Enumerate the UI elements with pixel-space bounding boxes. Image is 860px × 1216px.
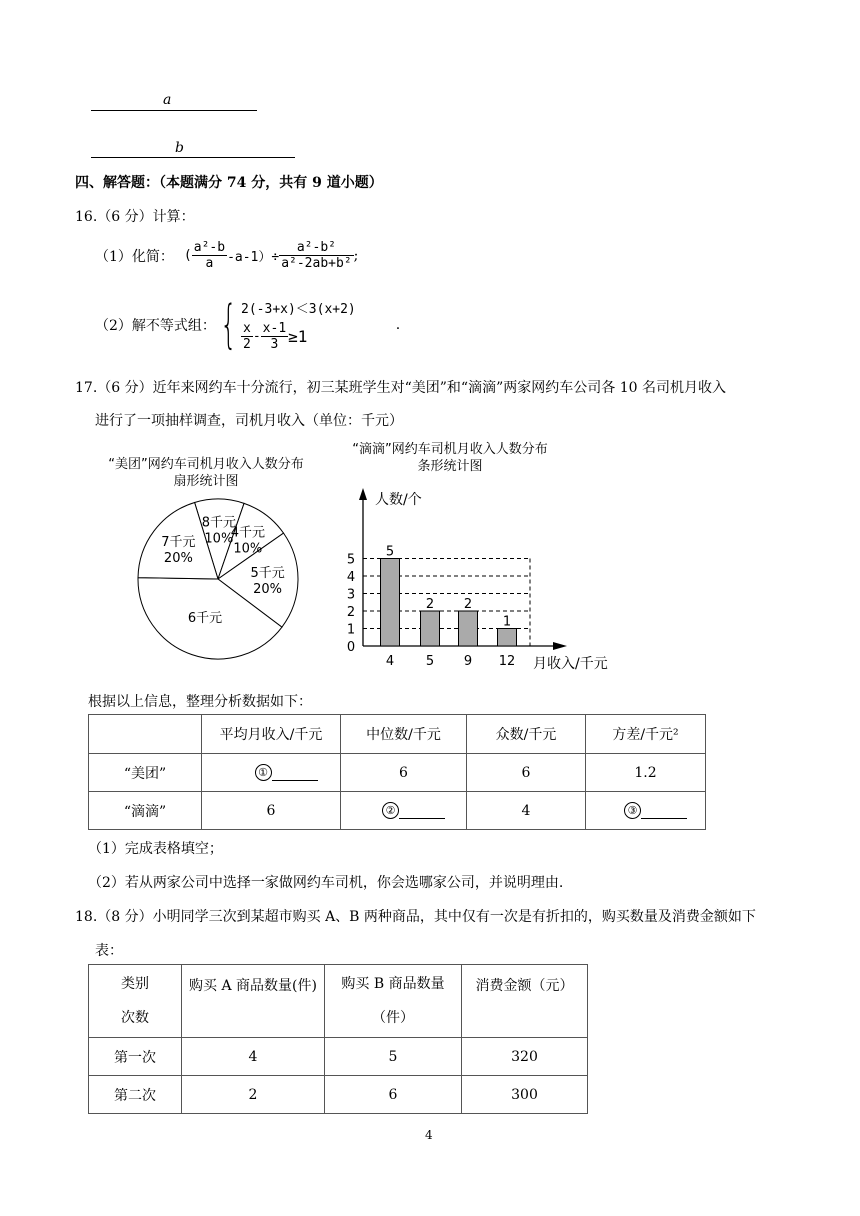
bar-category-4: 4 [385,654,395,669]
q17-th-mode: 众数/千元 [467,715,586,754]
pie-title-line1: “美团”网约车司机月收入人数分布 [108,457,304,472]
q18-r1-a: 4 [182,1038,325,1076]
q18-r2-b: 6 [325,1076,462,1114]
x-axis-arrow-icon [553,642,567,650]
q18-th-class: 类别 [121,976,149,992]
q18-table [88,964,588,1114]
bar-category-12: 12 [498,654,516,669]
q16-p2-frac-num: x-1 [262,321,287,336]
pie-label-1: 4千元 [230,525,265,541]
q17-didi-variance [586,792,706,830]
segment-b-label: b [175,140,184,156]
q17-row-meituan [89,754,706,792]
q16-p1-den2: a²-2ab+b² [281,256,352,271]
q17-meituan-median: 6 [341,754,467,792]
q17-th-variance: 方差/千元² [586,715,706,754]
answer-blank-1[interactable] [272,766,318,781]
q17-th-0 [89,715,202,754]
pie-label-2: 5千元 [250,565,285,581]
brace-icon: { [220,295,237,355]
q16-p1-num1: a²-b [193,240,226,255]
q16-p1-end: ; [353,247,359,264]
pie-title [88,456,324,490]
blank-mark-3: ③ [624,802,641,819]
q16-p1-label: （1）化简： [95,248,174,265]
blank-mark-2: ② [382,802,399,819]
bar-value-9: 2 [463,597,473,612]
q17-th-mean: 平均月收入/千元 [202,715,341,754]
q16-p2-minus: - [252,329,261,344]
q17-stem-line2: 进行了一项抽样调查，司机月收入（单位：千元） [95,413,403,429]
q17-meituan-mode: 6 [467,754,586,792]
q18-th-b [325,965,462,1038]
q17-info-line: 根据以上信息，整理分析数据如下： [88,694,312,710]
q16-p2-label: （2）解不等式组： [95,318,216,334]
q16-p2-frac-x [241,321,253,352]
q17-sub2: （2）若从两家公司中选择一家做网约车司机，你会选哪家公司，并说明理由. [88,875,564,891]
pie-label-0: 8千元 [201,515,237,531]
q17-th-median: 中位数/千元 [341,715,467,754]
pie-percent-0: 10% [204,531,234,547]
q16-p2-frac2 [261,321,288,352]
paren-open: ( [183,248,192,263]
q16-p1-num2: a²-b² [279,240,353,256]
q17-meituan-mean [202,754,341,792]
q18-th-a: 购买 A 商品数量(件) [182,965,325,1038]
q16-stem: 16.（6 分）计算： [75,209,195,225]
q18-r1-cost: 320 [462,1038,588,1076]
q18-header-row [89,965,588,1038]
bar-ylabel: 人数/个 [375,492,422,508]
q17-didi-median [341,792,467,830]
q17-didi-mean: 6 [202,792,341,830]
q16-p1-frac2 [279,240,353,271]
q18-stem-line2: 表： [95,943,123,959]
q17-didi-name: “滴滴” [89,792,202,830]
bar-5 [421,611,440,646]
segment-b [91,157,295,158]
pie-label-3: 6千元 [187,610,223,626]
q16-part1 [95,240,358,271]
bar-value-4: 5 [385,544,395,560]
y-axis-arrow-icon [359,488,367,500]
bar-value-5: 2 [425,597,435,612]
q17-didi-mode: 4 [467,792,586,830]
q16-p2-ge: ≥1 [288,327,308,346]
q16-p1-den1: a [205,256,214,271]
bar-title-line1: “滴滴”网约车司机月收入人数分布 [352,442,548,457]
bar-chart [335,480,635,680]
bar-ytick-0: 0 [346,640,356,655]
q17-meituan-variance: 1.2 [586,754,706,792]
q16-part2 [95,295,401,355]
q17-sub1: （1）完成表格填空； [88,841,223,857]
q18-r1-name: 第一次 [89,1038,182,1076]
q18-row-2 [89,1076,588,1114]
bar-ytick-2: 2 [346,605,356,620]
q17-table [88,714,706,830]
bar-title [332,441,568,475]
bar-4 [381,559,400,647]
bar-12 [498,629,517,647]
q18-r2-name: 第二次 [89,1076,182,1114]
pie-title-line2: 扇形统计图 [173,474,239,489]
inequality-system [241,298,356,352]
q18-th-b2: （件） [372,1010,414,1026]
section-heading: 四、解答题：（本题满分 74 分，共有 9 道小题） [75,175,383,191]
q16-p2-line1: 2(-3+x)＜3(x+2) [241,302,356,317]
q17-stem-line1: 17.（6 分）近年来网约车十分流行，初三某班学生对“美团”和“滴滴”两家网约车公司各 10 名司机月收入 [75,380,726,396]
bar-value-12: 1 [502,614,512,630]
bar-ytick-5: 5 [346,552,356,568]
pie-percent-2: 20% [253,581,283,597]
q16-p1-tail: -a-1）÷ [227,250,280,265]
q18-stem-line1: 18.（8 分）小明同学三次到某超市购买 A、B 两种商品，其中仅有一次是有折扣的，购买数量及消费金额如下 [75,909,756,925]
bar-category-5: 5 [425,654,435,669]
q18-r1-b: 5 [325,1038,462,1076]
bar-ytick-3: 3 [346,587,356,603]
pie-percent-1: 10% [233,541,263,557]
q16-p2-x: x [243,321,251,336]
bar-title-line2: 条形统计图 [417,459,483,474]
q16-p2-frac-den: 3 [270,337,279,352]
bar-ytick-4: 4 [346,570,356,585]
bar-bars [381,559,517,647]
bar-category-9: 9 [463,654,473,669]
q17-row-didi [89,792,706,830]
q17-table-header-row [89,715,706,754]
bar-xlabel: 月收入/千元 [533,656,608,672]
q18-th-cost: 消费金额（元） [462,965,588,1038]
q18-th-times: 次数 [121,1010,149,1026]
q18-row-1 [89,1038,588,1076]
segment-a-label: a [163,92,172,108]
pie-chart [135,492,305,682]
pie-percent-4: 20% [163,551,193,567]
answer-blank-3[interactable] [641,804,687,819]
q16-p2-end: . [395,317,401,333]
q18-th-b1: 购买 B 商品数量 [341,976,445,992]
q16-p2-line2 [241,321,356,352]
q16-p2-x-den: 2 [243,337,251,352]
answer-blank-2[interactable] [399,804,445,819]
q18-r2-cost: 300 [462,1076,588,1114]
q16-p1-frac1 [192,240,227,271]
q17-meituan-name: “美团” [89,754,202,792]
pie-label-4: 7千元 [161,535,196,551]
segment-a [91,110,257,111]
q18-th-corner [89,965,182,1038]
q18-r2-a: 2 [182,1076,325,1114]
bar-ytick-1: 1 [346,622,356,638]
page-number: 4 [425,1128,433,1142]
bar-9 [459,611,478,646]
blank-mark-1: ① [255,764,272,781]
